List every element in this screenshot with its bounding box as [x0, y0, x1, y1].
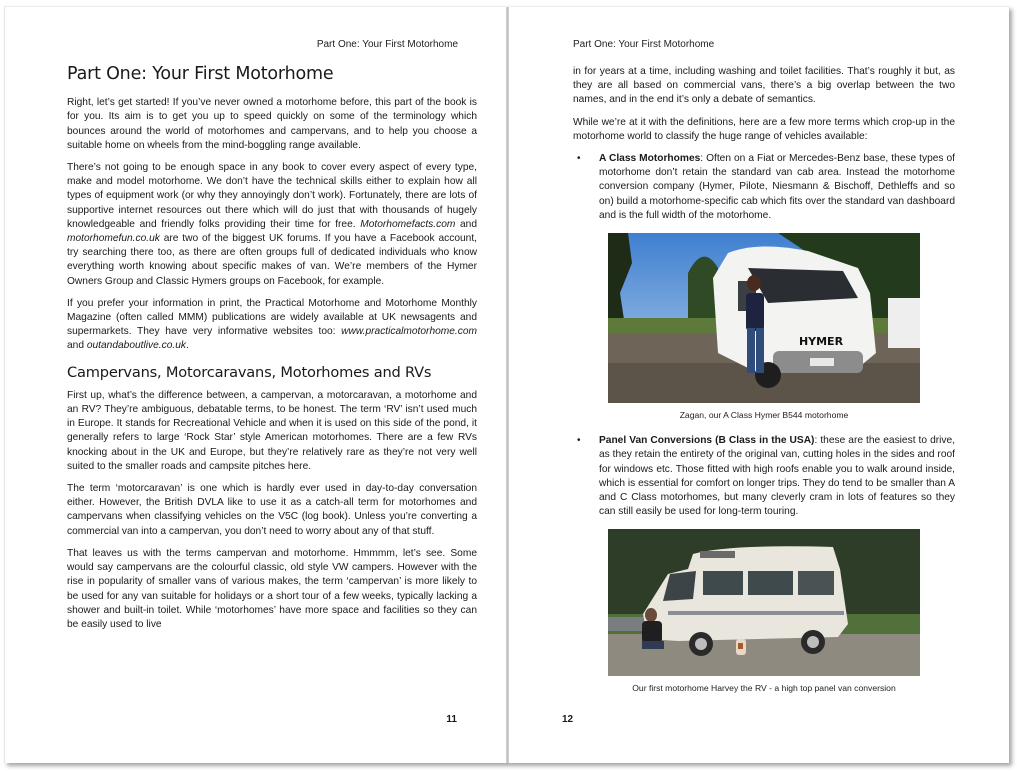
paragraph: in for years at a time, including washing and toilet facilities. That’s roughly it but, as they are all based on commercial vans, there’s a big overlap between the two names, and in the end it’s only a debate of semantics.: [573, 66, 955, 106]
page-number: 11: [446, 714, 457, 725]
forum-link: Motorhomefacts.com: [360, 218, 456, 230]
bullet-icon: •: [577, 153, 581, 165]
figure-caption: Zagan, our A Class Hymer B544 motorhome: [679, 410, 849, 421]
text-span: are two of the biggest UK forums. If you have a Facebook account, try searching there too, as there are often groups full of dedicated individuals who know everything worth knowing about specific makes of van. We’re members of the Hymer Owners Group and Classic Hymers groups on Facebook, for example.: [67, 233, 477, 287]
text-span: If you prefer your information in print, the Practical Motorhome and Motorhome Monthly Magazine (often called MMM) publications are widely available at UK newsagents and supermarkets. They have very informative websites too:: [67, 297, 477, 338]
forum-link: motorhomefun.co.uk: [67, 233, 160, 245]
list-text: : these are the easiest to drive, as they retain the entirety of the original van, cutting holes in the sides and roof for windows etc. Those fitted with high roofs enable you to walk around inside, which is essential for comfort on longer trips. They do tend to be smaller than A and C Class motorhomes, but many cleverly cram in lots of features so they can still easily be used for long-term touring.: [599, 435, 956, 518]
list-text: : Often on a Fiat or Mercedes-Benz base, these types of motorhome don’t retain the standard van cab area. Instead the motorhome conversion company (Hymer, Pilote, Niesmann & Bischoff, Dethleffs and so on) build a motorhome-specific cab which fits over the standard van dashboard and is the full width of the motorhome.: [599, 153, 956, 221]
left-page-content: [67, 63, 477, 640]
page-number: 12: [562, 714, 574, 725]
figure: [573, 233, 955, 422]
paragraph: That leaves us with the terms campervan and motorhome. Hmmmm, let’s see. Some would say campervans are the colourful classic, old style VW campers. However with the rise in popularity of smaller vans of various makes, the term ‘campervan’ is more likely to be used for any van suitable for holidays or a short tour of a few weeks, typically lacking a shower and built-in toilet. While ‘motorhomes’ have more space and facilities so they can be easily used to live: [67, 547, 477, 630]
photo-a-class-motorhome: [608, 233, 920, 403]
hymer-badge: HYMER: [798, 335, 844, 349]
book-spread: [4, 6, 1009, 763]
paragraph: Right, let’s get started! If you’ve never owned a motorhome before, this part of the book is for you. Its aim is to get you up to speed quickly on some of the terminology which bounces around the world of motorhomes and campervans, and to help you choose a suitable home on wheels from the mind-boggling range available.: [67, 97, 477, 151]
website-link: www.practicalmotorhome.com: [341, 326, 477, 338]
paragraph: First up, what’s the difference between, a campervan, a motorcaravan, a motorhome and an RV? They’re ambiguous, debatable terms, to be honest. The term ‘RV’ isn’t used much in Europe. It stands for Recreational Vehicle and when it is used on this side of the pond, it generally refers to large ‘Rock Star’ style American motorhomes. There are a few RVs knocking about in the UK and Europe, but they’re relatively rare as they’re not very well suited to the smaller roads and campsite pitches here.: [67, 389, 477, 472]
chapter-title: Part One: Your First Motorhome: [67, 64, 334, 84]
list-item: [573, 434, 955, 519]
website-link: outandaboutlive.co.uk: [86, 340, 186, 352]
left-page: [5, 7, 505, 763]
right-page: [509, 7, 1009, 763]
section-heading: Campervans, Motorcaravans, Motorhomes and RVs: [67, 363, 432, 381]
text-span: and: [455, 218, 477, 230]
paragraph: The term ‘motorcaravan’ is one which is hardly ever used in day-to-day conversation either. However, the British DVLA like to use it as a catch-all term for motorhomes and campervans when classifying vehicles on the V5C (log book). Unless you’re converting a commercial van into a campervan, you don’t need to worry about any of that stuff.: [67, 483, 477, 537]
paragraph: [67, 297, 477, 354]
figure: [573, 529, 955, 695]
figure-caption: Our first motorhome Harvey the RV - a high top panel van conversion: [632, 683, 896, 694]
running-head: Part One: Your First Motorhome: [573, 39, 715, 50]
paragraph: [67, 161, 477, 289]
paragraph: While we’re at it with the definitions, here are a few more terms which crop-up in the motorhome world to classify the huge range of vehicles available:: [573, 116, 955, 142]
text-span: There’s not going to be enough space in any book to cover every aspect of every type, make and model motorhome. We don’t have the technical skills either to explain how all types of equipment work (or why they annoyingly don’t work). Fortunately, there are lots of supportive internet resources out there which will do just that with thousands of hugely knowledgeable and friendly folks providing their time for free.: [67, 162, 477, 230]
list-term: Panel Van Conversions (B Class in the USA): [599, 435, 815, 447]
right-page-content: [573, 65, 955, 708]
bullet-icon: •: [577, 435, 581, 447]
text-span: .: [185, 340, 189, 352]
running-head: Part One: Your First Motorhome: [316, 39, 458, 50]
list-term: A Class Motorhomes: [599, 153, 701, 165]
photo-panel-van-conversion: [608, 529, 920, 676]
text-span: and: [67, 340, 87, 352]
list-item: [573, 152, 955, 223]
